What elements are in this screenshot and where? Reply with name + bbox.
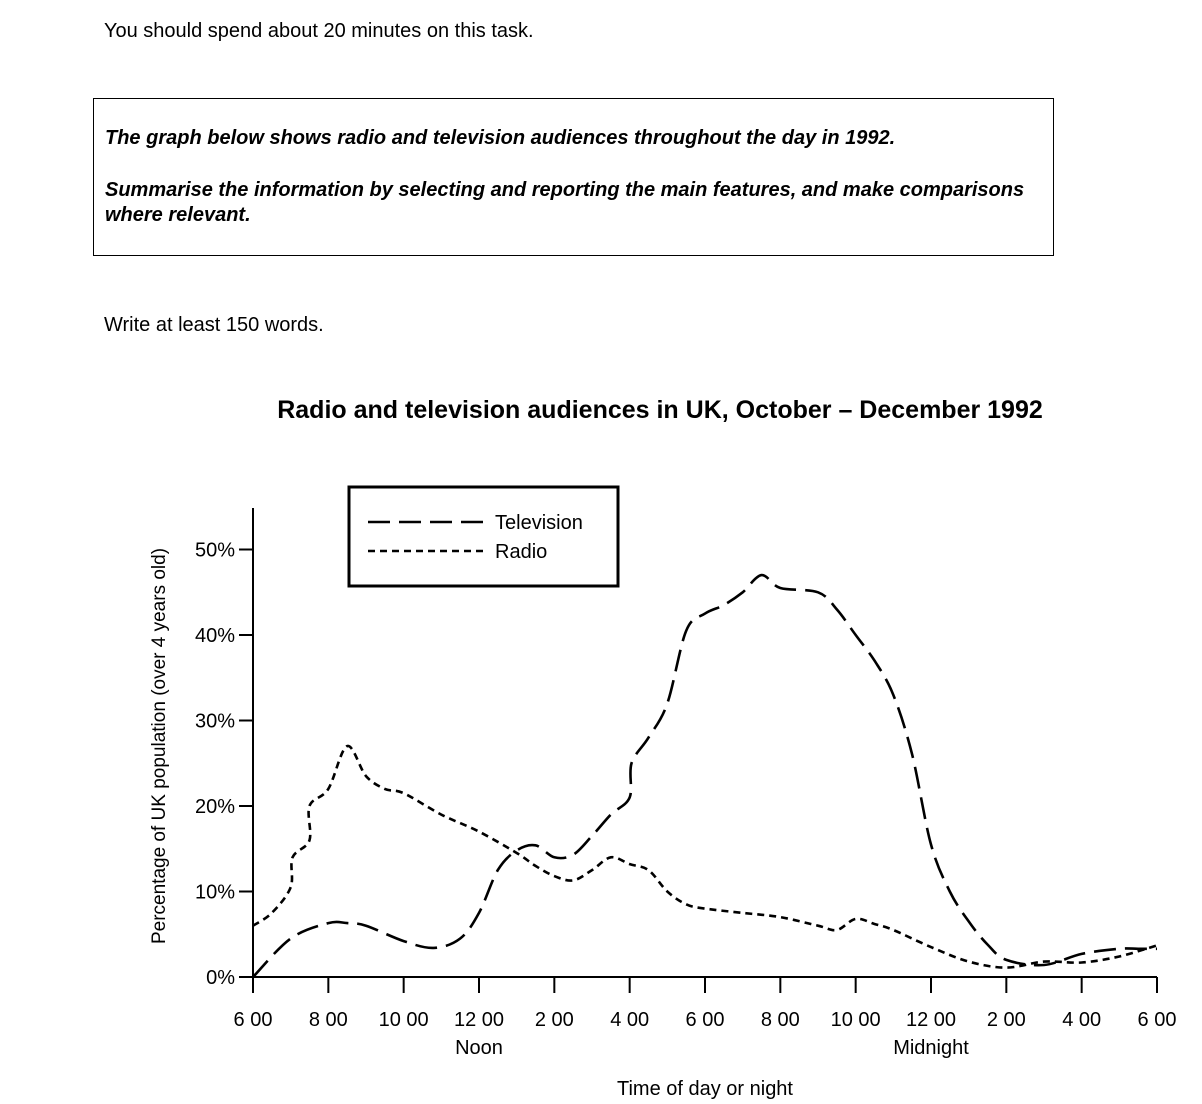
y-tick-label: 0%	[206, 967, 235, 989]
legend	[349, 487, 618, 586]
legend-box	[349, 487, 618, 586]
x-tick-label: 12 00	[453, 1009, 505, 1031]
x-sub-label: Noon	[455, 1037, 503, 1059]
x-tick-label: 8 00	[308, 1009, 348, 1031]
y-tick-label: 40%	[194, 625, 235, 647]
x-sub-label: Midnight	[893, 1037, 969, 1059]
word-count-instruction: Write at least 150 words.	[104, 314, 324, 336]
x-tick-label: 10 00	[830, 1009, 881, 1031]
x-ticks	[234, 977, 1177, 1059]
task-prompt-box	[93, 98, 1054, 256]
y-ticks	[195, 540, 253, 990]
x-tick-label: 6 00	[685, 1009, 725, 1031]
x-tick-label: 4 00	[1062, 1009, 1102, 1031]
y-tick-label: 20%	[194, 796, 235, 818]
line-chart	[0, 380, 1202, 1104]
legend-label-television: Television	[495, 512, 583, 534]
x-tick-label: 10 00	[378, 1009, 429, 1031]
legend-label-radio: Radio	[495, 541, 548, 563]
chart-title: Radio and television audiences in UK, October – December 1992	[277, 396, 1043, 424]
y-tick-label: 50%	[194, 539, 235, 562]
x-axis-title: Time of day or night	[616, 1078, 794, 1100]
time-instruction: You should spend about 20 minutes on this task.	[104, 20, 534, 42]
x-tick-label: 8 00	[760, 1009, 800, 1031]
x-tick-label: 6 00	[1137, 1009, 1177, 1031]
x-tick-label: 2 00	[534, 1009, 574, 1031]
x-tick-label: 12 00	[905, 1009, 957, 1031]
y-tick-label: 30%	[194, 710, 235, 733]
task-prompt-line-2: Summarise the information by selecting and reporting the main features, and make comparisons where relevant.	[105, 179, 1025, 226]
data-series	[253, 575, 1157, 977]
x-tick-label: 2 00	[986, 1009, 1026, 1031]
y-axis-title: Percentage of UK population (over 4 years old)	[149, 547, 170, 945]
x-tick-label: 6 00	[233, 1009, 273, 1031]
y-tick-label: 10%	[194, 881, 235, 904]
task-prompt-line-1: The graph below shows radio and television audiences throughout the day in 1992.	[105, 127, 896, 149]
x-tick-label: 4 00	[610, 1009, 650, 1031]
series-line-television	[253, 575, 1157, 977]
